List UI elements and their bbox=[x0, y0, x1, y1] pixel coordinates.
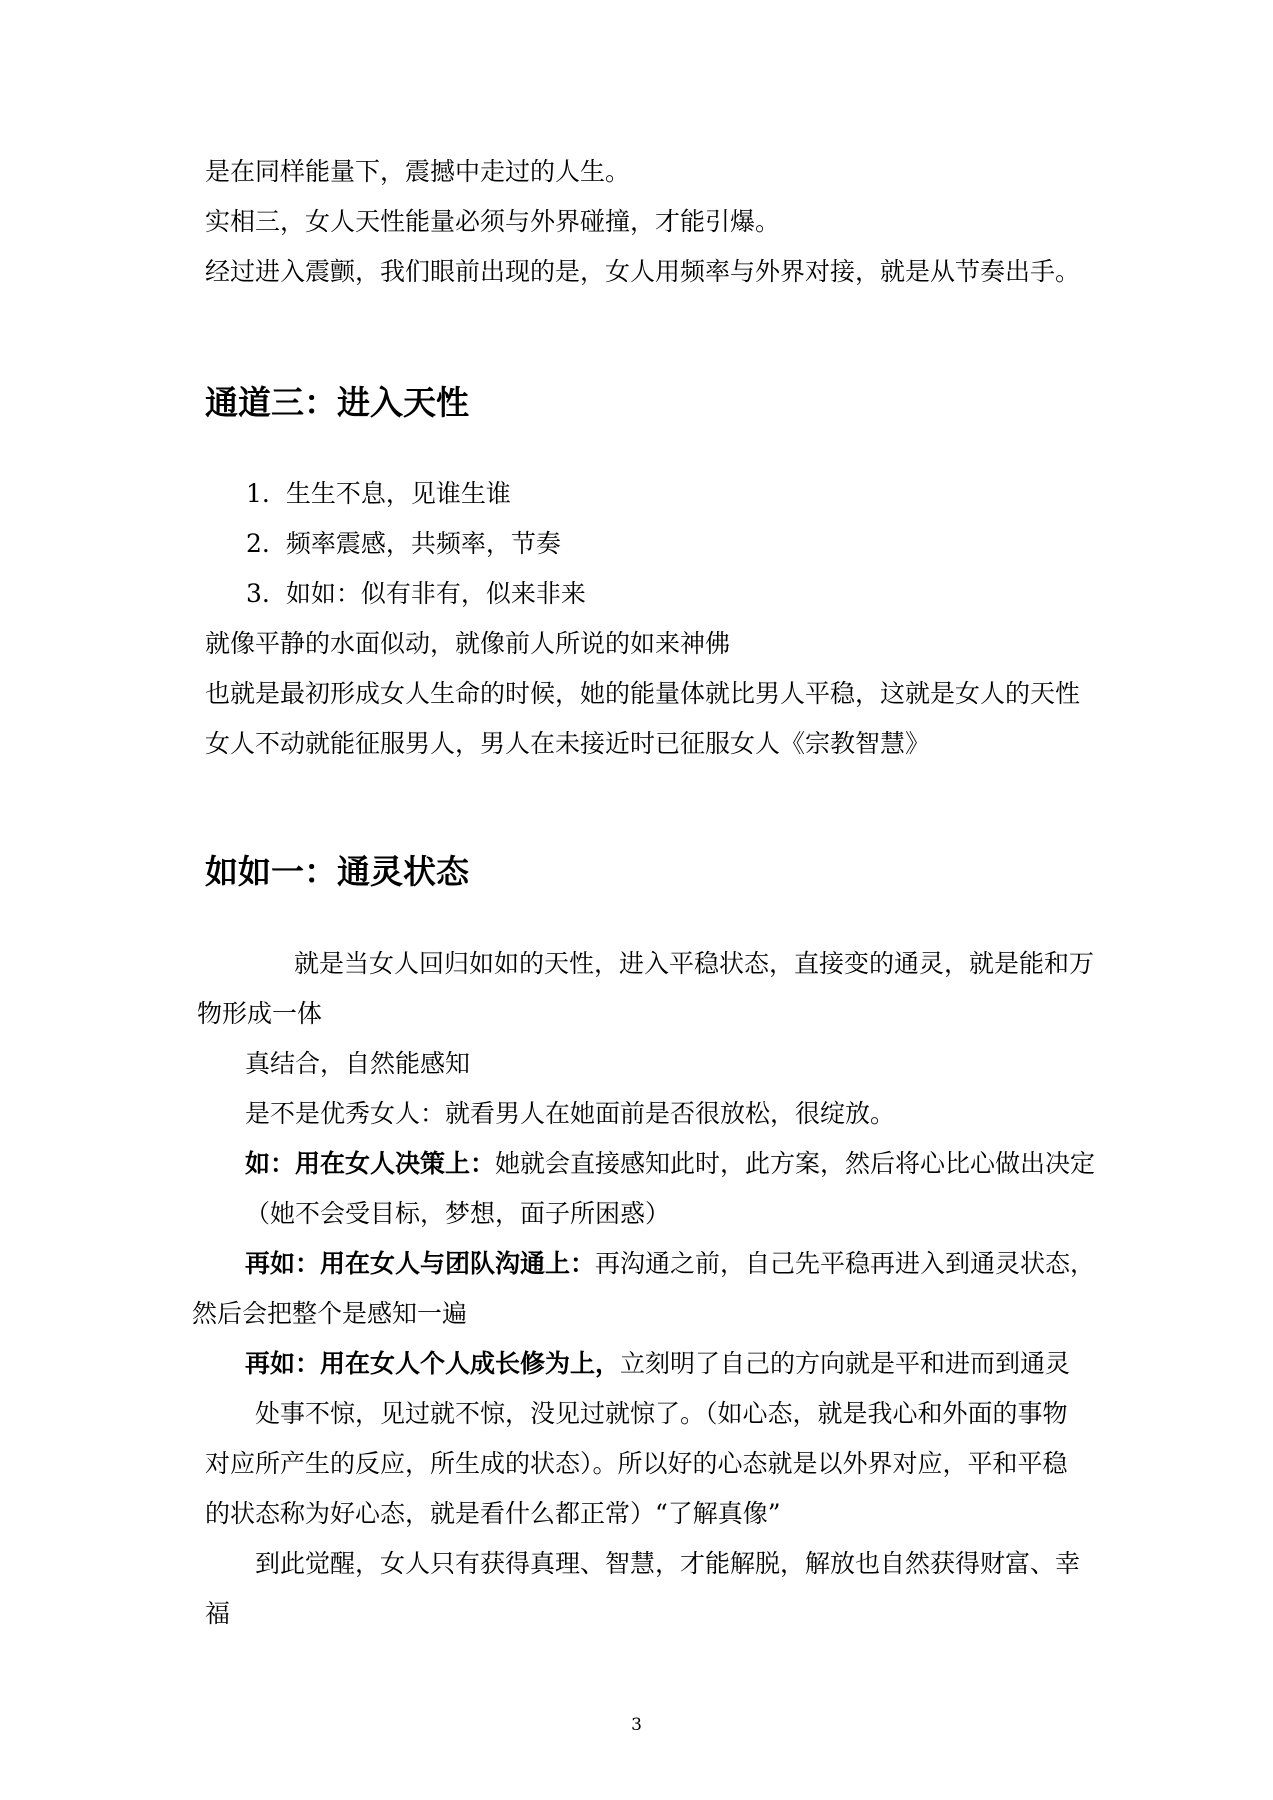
paragraph-3: 是不是优秀女人：就看男人在她面前是否很放松，很绽放。 bbox=[245, 1099, 896, 1128]
list-item-number: 2. bbox=[246, 529, 270, 558]
paragraph-5-line-1 bbox=[245, 1248, 1095, 1280]
section-heading-ruru-one: 如如一：通灵状态 bbox=[205, 852, 469, 891]
paragraph-7-line-1: 处事不惊，见过就不惊，没见过就惊了。（如心态，就是我心和外面的事物 bbox=[255, 1399, 1068, 1428]
paragraph-6 bbox=[245, 1348, 1070, 1380]
paragraph-4-line-1 bbox=[245, 1148, 1095, 1180]
list-item-number: 3. bbox=[246, 579, 270, 608]
section1-line-3: 女人不动就能征服男人，男人在未接近时已征服女人《宗教智慧》 bbox=[205, 729, 931, 758]
paragraph-4-body: 她就会直接感知此时，此方案，然后将心比心做出决定 bbox=[495, 1149, 1096, 1178]
list-item bbox=[246, 528, 561, 560]
list-item-number: 1. bbox=[246, 479, 270, 508]
section1-line-1: 就像平静的水面似动，就像前人所说的如来神佛 bbox=[205, 629, 731, 658]
paragraph-4-lead: 如：用在女人决策上： bbox=[245, 1149, 496, 1178]
list-item bbox=[246, 478, 511, 510]
paragraph-5-body: 再沟通之前，自己先平稳再进入到通灵状态， bbox=[595, 1249, 1096, 1278]
paragraph-2: 真结合，自然能感知 bbox=[245, 1049, 471, 1078]
intro-line-1: 是在同样能量下，震撼中走过的人生。 bbox=[205, 157, 631, 186]
paragraph-4-line-2: （她不会受目标，梦想，面子所困惑） bbox=[245, 1199, 671, 1228]
list-item-text: 生生不息，见谁生谁 bbox=[285, 479, 511, 508]
section-heading-channel-three: 通道三：进入天性 bbox=[205, 383, 469, 422]
paragraph-5-line-2: 然后会把整个是感知一遍 bbox=[192, 1299, 468, 1328]
paragraph-8-line-1: 到此觉醒，女人只有获得真理、智慧，才能解脱，解放也自然获得财富、幸 bbox=[255, 1549, 1081, 1578]
paragraph-5-lead: 再如：用在女人与团队沟通上： bbox=[245, 1249, 596, 1278]
paragraph-8-line-2: 福 bbox=[205, 1599, 231, 1628]
intro-line-2: 实相三，女人天性能量必须与外界碰撞，才能引爆。 bbox=[205, 207, 781, 236]
page-number: 3 bbox=[631, 1715, 642, 1735]
paragraph-1-line-1: 就是当女人回归如如的天性，进入平稳状态，直接变的通灵，就是能和万 bbox=[294, 949, 1095, 978]
list-item-text: 如如：似有非有，似来非来 bbox=[285, 579, 586, 608]
paragraph-1-line-2: 物形成一体 bbox=[197, 999, 323, 1028]
list-item-text: 频率震感，共频率，节奏 bbox=[285, 529, 561, 558]
list-item bbox=[246, 578, 586, 610]
paragraph-7-line-2: 对应所产生的反应，所生成的状态）。所以好的心态就是以外界对应，平和平稳 bbox=[205, 1449, 1068, 1478]
paragraph-6-body: 立刻明了自己的方向就是平和进而到通灵 bbox=[620, 1349, 1071, 1378]
section1-line-2: 也就是最初形成女人生命的时候，她的能量体就比男人平稳，这就是女人的天性 bbox=[205, 679, 1081, 708]
paragraph-6-lead: 再如：用在女人个人成长修为上， bbox=[245, 1349, 621, 1378]
intro-line-3: 经过进入震颤，我们眼前出现的是，女人用频率与外界对接，就是从节奏出手。 bbox=[205, 257, 1081, 286]
paragraph-7-line-3: 的状态称为好心态，就是看什么都正常）“了解真像” bbox=[205, 1499, 781, 1528]
